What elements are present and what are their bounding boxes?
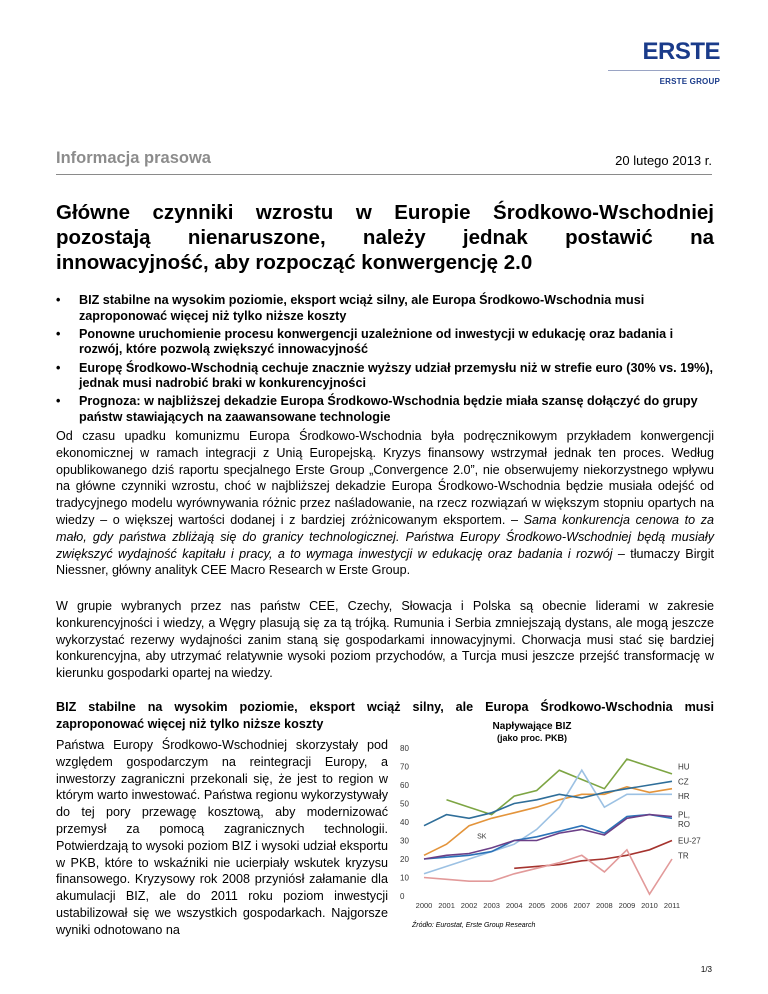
x-tick-label: 2005 — [528, 901, 546, 910]
x-tick-label: 2010 — [641, 901, 658, 910]
summary-bullets — [56, 293, 714, 428]
bullet-item: • Prognoza: w najbliższej dekadzie Europa Środkowo-Wschodnia będzie miała szansę dołączyć do grupy państw stawiających na zaawansowane technologie — [56, 394, 714, 425]
paragraph-intro — [56, 428, 714, 579]
y-tick-label: 20 — [400, 855, 409, 864]
series-label: EU-27 — [678, 836, 701, 846]
document-label: Informacja prasowa — [56, 149, 211, 167]
fdi-line-chart — [388, 736, 712, 916]
title-line-3: innowacyjność, aby rozpocząć konwergencję 2.0 — [56, 251, 533, 274]
x-tick-label: 2004 — [505, 901, 523, 910]
y-tick-label: 0 — [400, 892, 405, 901]
y-tick-label: 60 — [400, 781, 409, 790]
page-title — [56, 200, 714, 275]
series-line-ro — [424, 815, 672, 859]
title-line-2: pozostają nienaruszone, należy jednak postawić na — [56, 226, 714, 249]
x-tick-label: 2002 — [460, 901, 478, 910]
logo-divider — [608, 70, 720, 71]
chart-subtitle: (jako proc. PKB) — [496, 733, 567, 743]
bullet-item: • Europę Środkowo-Wschodnią cechuje znacznie wyższy udział przemysłu niż w strefie euro (30% vs. 19%), jednak musi nadrobić braki w konkurencyjności — [56, 361, 714, 392]
paragraph-fdi: Państwa Europy Środkowo-Wschodniej skorzystały pod względem gospodarczym na reintegracji Europy, a inwestorzy zagraniczni przekonali się, że jest to region w którym warto inwestować. Państwa regionu wykorzystywały do tej pory przewagę kosztową, aby modernizować przemysł za pomocą zagranicznych technologii. Potwierdzają to wysoki poziom BIZ i wysoki udział eksportu w PKB, które to wskaźniki nie ucierpiały wskutek kryzysu finansowego. Kryzysowy rok 2008 przyniósł załamanie dla akumulacji BIZ, ale do 2011 roku poziom inwestycji ustabilizował się we wszystkich gospodarkach. Najgorsze wyniki odnotowano na — [56, 738, 388, 937]
paragraph-intro-quote: Sama konkurencja cenowa to za mało, gdy państwa zbliżają się do granicy technologicznej. Państwa Europy Środkowo-Wschodniej będą musiały zwiększyć wydajność kapitału i pracy, a to wymaga inwestycji w edukację oraz badania i rozwój — [56, 512, 714, 561]
y-tick-label: 40 — [400, 818, 409, 827]
section-heading-line-2: zaproponować więcej niż tylko niższe koszty — [56, 716, 324, 731]
paragraph-intro-text: Od czasu upadku komunizmu Europa Środkowo-Wschodnia była podręcznikowym przykładem konwergencji ekonomicznej w ramach integracji z Unią Europejską. Kryzys finansowy wstrzymał jednak ten proces. Według opublikowanego dziś raportu specjalnego Erste Group „Convergence 2.0”, nie obserwujemy niekorzystnego wpływu na główne czynniki wzrostu, choć w najbliższej dekadzie Europa Środkowo-Wschodnia będzie musiała odejść od tradycyjnego modelu wyrównywania różnic przez naśladowanie, na rzecz rozwiązań w większym stopniu opartych na wiedzy – o większej wartości dodanej i z bardziej zróżnicowanym eksportem. – — [56, 429, 714, 527]
x-tick-label: 2008 — [596, 901, 613, 910]
y-tick-label: 10 — [400, 873, 409, 883]
series-label: HU — [678, 762, 690, 772]
x-tick-label: 2006 — [550, 901, 568, 910]
paragraph-leaders: W grupie wybranych przez nas państw CEE, Czechy, Słowacja i Polska są obecnie liderami w zakresie konkurencyjności i wiedzy, a Węgry plasują się za tą trójką. Rumunia i Serbia zmniejszają dystans, ale mogą jeszcze wykorzystać rezerwy wydajności zanim staną się gospodarkami innowacyjnymi. Chorwacja musi stać się bardziej konkurencyjna, aby utrzymać relatywnie wysoki poziom przychodów, a Turcja musi jeszcze przejść transformację w kierunku gospodarki opartej na wiedzy. — [56, 599, 714, 681]
y-tick-label: 50 — [400, 799, 409, 809]
series-label: CZ — [678, 777, 689, 787]
erste-group-logo — [608, 40, 720, 86]
series-label: SK — [477, 833, 487, 841]
y-tick-label: 80 — [400, 744, 409, 753]
series-label: PL, — [678, 810, 691, 820]
x-tick-label: 2000 — [415, 901, 433, 910]
chart-source: Źródło: Eurostat, Erste Group Research — [412, 922, 536, 929]
series-label: TR — [678, 851, 689, 861]
bullet-item: • BIZ stabilne na wysokim poziomie, eksport wciąż silny, ale Europa Środkowo-Wschodnia musi zaproponować więcej niż tylko niższe koszty — [56, 293, 714, 324]
page-number: 1/3 — [700, 965, 712, 974]
y-tick-label: 70 — [400, 762, 409, 772]
logo-brand: ERSTE — [642, 38, 720, 65]
series-label: HR — [678, 792, 690, 802]
logo-group: ERSTE GROUP — [659, 77, 720, 86]
x-tick-label: 2011 — [663, 901, 681, 910]
title-line-1: Główne czynniki wzrostu w Europie Środkowo-Wschodniej — [56, 201, 714, 224]
x-tick-label: 2007 — [573, 901, 591, 910]
bullet-item: • Ponowne uruchomienie procesu konwergencji uzależnione od inwestycji w edukację oraz badania i rozwój, które pozwolą zwiększyć innowacyjność — [56, 327, 714, 358]
series-line-hr — [424, 770, 672, 874]
chart-title: Napływające BIZ — [492, 721, 572, 732]
paragraph-intro-attribution: – tłumaczy Birgit Niessner, główny analityk CEE Macro Research w Erste Group. — [56, 546, 714, 578]
x-tick-label: 2009 — [618, 901, 636, 910]
document-date: 20 lutego 2013 r. — [615, 153, 712, 168]
y-tick-label: 30 — [400, 836, 409, 846]
x-tick-label: 2003 — [483, 901, 500, 910]
x-tick-label: 2001 — [438, 901, 455, 910]
series-label: RO — [678, 819, 690, 829]
section-heading-line-1: BIZ stabilne na wysokim poziomie, eksport wciąż silny, ale Europa Środkowo-Wschodnia musi — [56, 700, 714, 714]
header-row — [56, 150, 712, 175]
